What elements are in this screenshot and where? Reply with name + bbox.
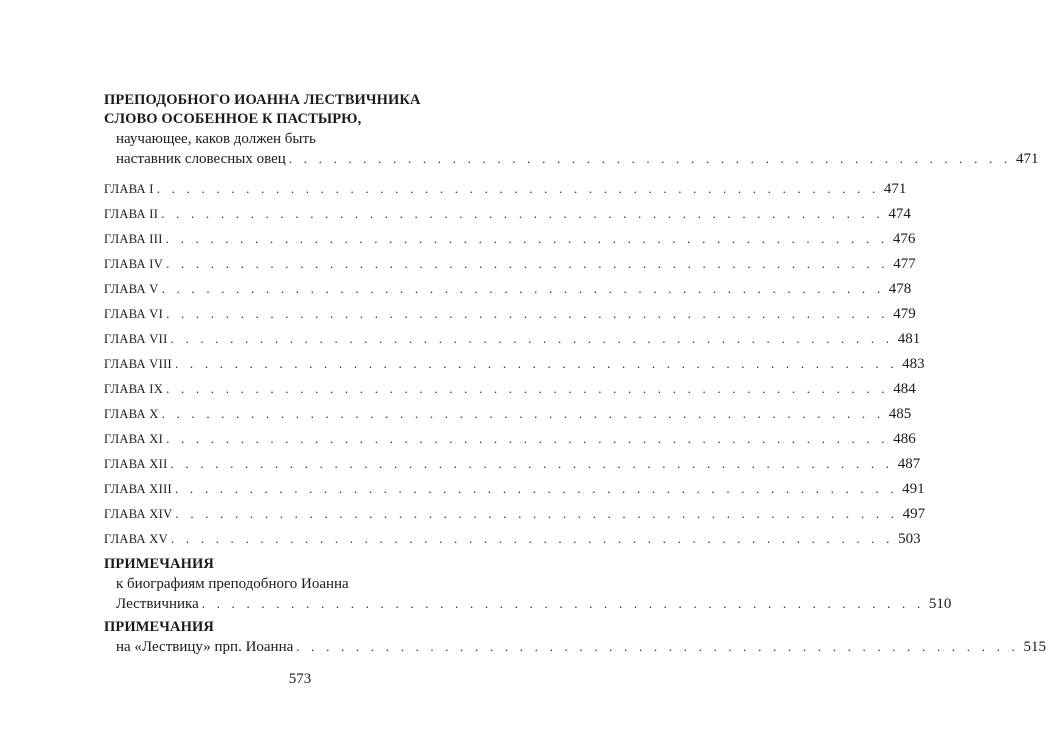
toc-entry[interactable]	[104, 476, 925, 501]
entry-page: 476	[892, 231, 916, 247]
leader-dots: . . . . . . . . . . . . . . . . . . . . . . . . . . . . . . . . . . . . . . . . . . . . . . . . .	[170, 531, 894, 546]
entry-page: 485	[888, 406, 912, 422]
entry-page: 479	[893, 306, 916, 322]
leader-dots: . . . . . . . . . . . . . . . . . . . . . . . . . . . . . . . . . . . . . . . . . . . . . . . . .	[156, 181, 880, 196]
leader-dots: . . . . . . . . . . . . . . . . . . . . . . . . . . . . . . . . . . . . . . . . . . . . . . . . .	[175, 506, 899, 521]
toc-section-main	[104, 91, 1039, 169]
chapter-list	[104, 176, 926, 551]
entry-page: 497	[902, 506, 926, 522]
entry-label: Лествичника	[116, 596, 199, 612]
section-subtitle: научающее, каков должен быть	[116, 131, 316, 147]
toc-entry[interactable]	[104, 501, 926, 526]
entry-page: 477	[893, 256, 916, 272]
leader-dots: . . . . . . . . . . . . . . . . . . . . . . . . . . . . . . . . . . . . . . . . . . . . . . . . .	[170, 331, 894, 346]
entry-label: ГЛАВА X	[104, 407, 159, 421]
toc-entry[interactable]	[104, 276, 912, 301]
toc-entry[interactable]	[104, 426, 916, 451]
section-heading: ПРЕПОДОБНОГО ИОАННА ЛЕСТВИЧНИКА	[104, 92, 421, 108]
toc-entry[interactable]	[104, 376, 916, 401]
leader-dots: . . . . . . . . . . . . . . . . . . . . . . . . . . . . . . . . . . . . . . . . . . . . . . . . .	[165, 231, 889, 246]
entry-label: ГЛАВА III	[104, 232, 163, 246]
toc-entry[interactable]	[104, 401, 912, 426]
entry-page: 484	[893, 381, 916, 397]
entry-label: ГЛАВА XIV	[104, 507, 173, 521]
entry-page: 510	[928, 596, 952, 612]
leader-dots: . . . . . . . . . . . . . . . . . . . . . . . . . . . . . . . . . . . . . . . . . . . . . . . . .	[166, 381, 889, 396]
leader-dots: . . . . . . . . . . . . . . . . . . . . . . . . . . . . . . . . . . . . . . . . . . . . . . . . .	[166, 431, 889, 446]
leader-dots: . . . . . . . . . . . . . . . . . . . . . . . . . . . . . . . . . . . . . . . . . . . . . . . . .	[161, 281, 885, 296]
section-heading: СЛОВО ОСОБЕННОЕ К ПАСТЫРЮ,	[104, 111, 362, 127]
entry-label: ГЛАВА VI	[104, 307, 164, 321]
entry-page: 486	[893, 431, 916, 447]
page-number: 573	[288, 671, 312, 687]
toc-entry[interactable]	[104, 351, 925, 376]
section-heading: ПРИМЕЧАНИЯ	[104, 556, 214, 572]
entry-page: 515	[1023, 639, 1046, 655]
leader-dots: . . . . . . . . . . . . . . . . . . . . . . . . . . . . . . . . . . . . . . . . . . . . . . . . .	[166, 306, 889, 321]
entry-page: 481	[897, 331, 921, 347]
toc-entry[interactable]	[104, 594, 952, 614]
toc-entry[interactable]	[104, 251, 916, 276]
entry-page: 487	[897, 456, 921, 472]
entry-label: ГЛАВА IX	[104, 382, 164, 396]
toc-entry[interactable]	[104, 201, 911, 226]
leader-dots: . . . . . . . . . . . . . . . . . . . . . . . . . . . . . . . . . . . . . . . . . . . . . . . . .	[170, 456, 894, 471]
entry-page: 478	[888, 281, 912, 297]
entry-page: 503	[898, 531, 921, 547]
section-heading: ПРИМЕЧАНИЯ	[104, 619, 214, 635]
leader-dots: . . . . . . . . . . . . . . . . . . . . . . . . . . . . . . . . . . . . . . . . . . . . . . . . .	[175, 356, 898, 371]
entry-label: ГЛАВА II	[104, 207, 159, 221]
entry-label: ГЛАВА XII	[104, 457, 168, 471]
entry-label: ГЛАВА V	[104, 282, 159, 296]
entry-label: ГЛАВА VIII	[104, 357, 173, 371]
leader-dots: . . . . . . . . . . . . . . . . . . . . . . . . . . . . . . . . . . . . . . . . . . . . . . . . .	[201, 596, 925, 611]
entry-page: 471	[1015, 151, 1039, 167]
entry-page: 474	[888, 206, 911, 222]
entry-label: ГЛАВА IV	[104, 257, 164, 271]
leader-dots: . . . . . . . . . . . . . . . . . . . . . . . . . . . . . . . . . . . . . . . . . . . . . . . . .	[161, 206, 884, 221]
toc-entry[interactable]	[104, 301, 916, 326]
toc-entry[interactable]	[104, 176, 907, 201]
entry-page: 471	[883, 181, 907, 197]
section-subtitle: к биографиям преподобного Иоанна	[116, 576, 349, 592]
toc-entry[interactable]	[104, 226, 916, 251]
entry-label: ГЛАВА VII	[104, 332, 168, 346]
entry-page: 483	[902, 356, 925, 372]
leader-dots: . . . . . . . . . . . . . . . . . . . . . . . . . . . . . . . . . . . . . . . . . . . . . . . . .	[175, 481, 898, 496]
leader-dots: . . . . . . . . . . . . . . . . . . . . . . . . . . . . . . . . . . . . . . . . . . . . . . . . .	[161, 406, 885, 421]
toc-section-notes-biographies	[104, 555, 952, 614]
toc-section-notes-ladder	[104, 618, 1046, 657]
entry-label: ГЛАВА I	[104, 182, 154, 196]
leader-dots: . . . . . . . . . . . . . . . . . . . . . . . . . . . . . . . . . . . . . . . . . . . . . . . . .	[288, 151, 1012, 166]
toc-entry[interactable]	[104, 637, 1046, 657]
toc-entry[interactable]	[104, 526, 921, 551]
leader-dots: . . . . . . . . . . . . . . . . . . . . . . . . . . . . . . . . . . . . . . . . . . . . . . . . .	[296, 639, 1019, 654]
entry-label: на «Лествицу» прп. Иоанна	[116, 639, 294, 655]
entry-label: наставник словесных овец	[116, 151, 286, 167]
toc-entry[interactable]	[104, 326, 921, 351]
entry-label: ГЛАВА XV	[104, 532, 168, 546]
leader-dots: . . . . . . . . . . . . . . . . . . . . . . . . . . . . . . . . . . . . . . . . . . . . . . . . .	[166, 256, 889, 271]
table-of-contents	[104, 91, 1046, 657]
toc-entry[interactable]	[104, 149, 1039, 169]
entry-label: ГЛАВА XIII	[104, 482, 173, 496]
entry-label: ГЛАВА XI	[104, 432, 164, 446]
entry-page: 491	[902, 481, 925, 497]
toc-entry[interactable]	[104, 451, 921, 476]
